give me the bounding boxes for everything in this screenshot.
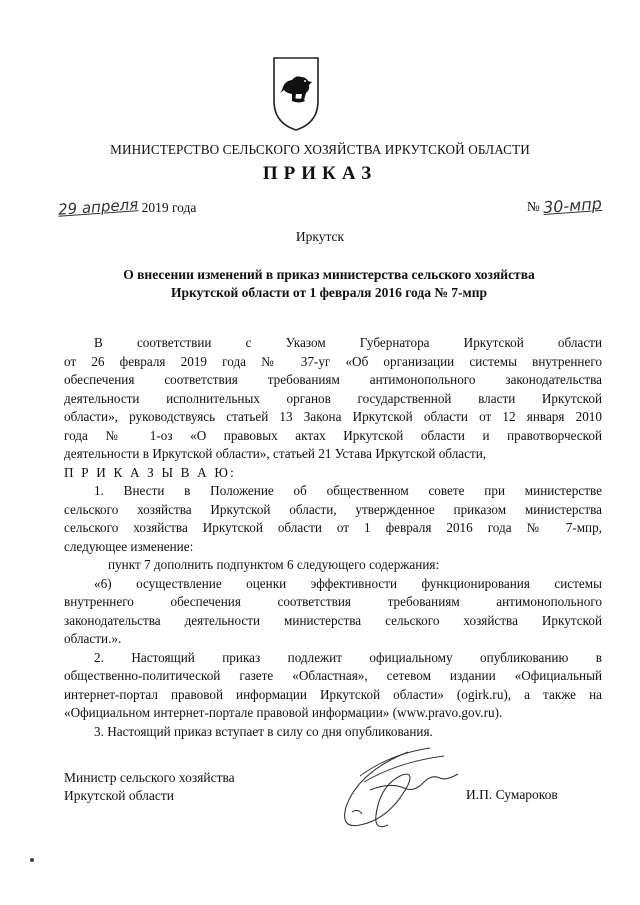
signatory-title-line: Министр сельского хозяйства: [64, 770, 235, 785]
ministry-name: МИНИСТЕРСТВО СЕЛЬСКОГО ХОЗЯЙСТВА ИРКУТСКОЙ ОБЛАСТИ: [110, 142, 530, 157]
body-line: пункт 7 дополнить подпунктом 6 следующего содержания:: [108, 557, 440, 572]
body-line: от 26 февраля 2019 года № 37-уг «Об организации системы внутреннего: [64, 353, 602, 369]
body-line: области.».: [64, 631, 122, 646]
body-line: 3. Настоящий приказ вступает в силу со дня опубликования.: [94, 723, 433, 739]
handwritten-number: 30-мпр: [542, 193, 603, 218]
scan-mark: [30, 858, 34, 862]
document-title: ПРИКАЗ: [262, 163, 378, 184]
body-line: следующее изменение:: [64, 538, 194, 554]
document-number: [526, 193, 603, 218]
signatory-title: [64, 769, 235, 805]
order-directive: П Р И К А З Ы В А Ю:: [64, 464, 237, 480]
body-line: «Официальном интернет-портале правовой информации» (www.pravo.gov.ru).: [64, 705, 503, 720]
city-name: Иркутск: [295, 229, 345, 244]
body-line: общественно-политической газете «Областная», сетевом издании «Официальный: [64, 668, 602, 683]
body-line: В соответствии с Указом Губернатора Иркутской области: [94, 335, 602, 350]
body-line: деятельности исполнительных органов государственной власти Иркутской: [64, 390, 602, 406]
subject-line: Иркутской области от 1 февраля 2016 года № 7-мпр: [170, 285, 487, 300]
body-line: области», руководствуясь статьей 13 Закона Иркутской области от 12 января 2010: [64, 409, 602, 424]
body-line: законодательства деятельности министерства сельского хозяйства Иркутской: [64, 612, 602, 628]
body-line: 2. Настоящий приказ подлежит официальному опубликованию в: [94, 649, 602, 665]
subject-line: О внесении изменений в приказ министерства сельского хозяйства: [123, 267, 535, 282]
handwritten-signature: [330, 742, 470, 842]
body-line: обеспечения соответствия требованиям антимонопольного законодательства: [64, 372, 602, 387]
body-line: 1. Внести в Положение об общественном совете при министерстве: [94, 483, 602, 498]
coat-of-arms-icon: [271, 55, 321, 133]
body-line: «6) осуществление оценки эффективности функционирования системы: [94, 575, 602, 591]
body-line: сельского хозяйства Иркутской области от 1 февраля 2016 года № 7-мпр,: [64, 520, 602, 535]
body-line: внутреннего обеспечения соответствия требованиям антимонопольного: [64, 594, 602, 609]
handwritten-date: 29 апреля: [57, 195, 139, 219]
date-year: 2019 года: [141, 200, 197, 215]
body-line: интернет-портал правовой информации Иркутской области» (ogirk.ru), а также на: [64, 686, 602, 702]
signatory-name: И.П. Сумароков: [466, 787, 558, 802]
body-line: деятельности в Иркутской области», статьей 21 Устава Иркутской области,: [64, 446, 487, 461]
number-sign: №: [526, 199, 540, 214]
body-line: года № 1-оз «О правовых актах Иркутской области и правотворческой: [64, 427, 602, 443]
document-subject: [70, 266, 588, 302]
document-body: [64, 334, 602, 741]
body-line: сельского хозяйства Иркутской области, утвержденное приказом министерства: [64, 501, 602, 517]
document-date: [57, 195, 197, 219]
signatory-title-line: Иркутской области: [64, 788, 175, 803]
